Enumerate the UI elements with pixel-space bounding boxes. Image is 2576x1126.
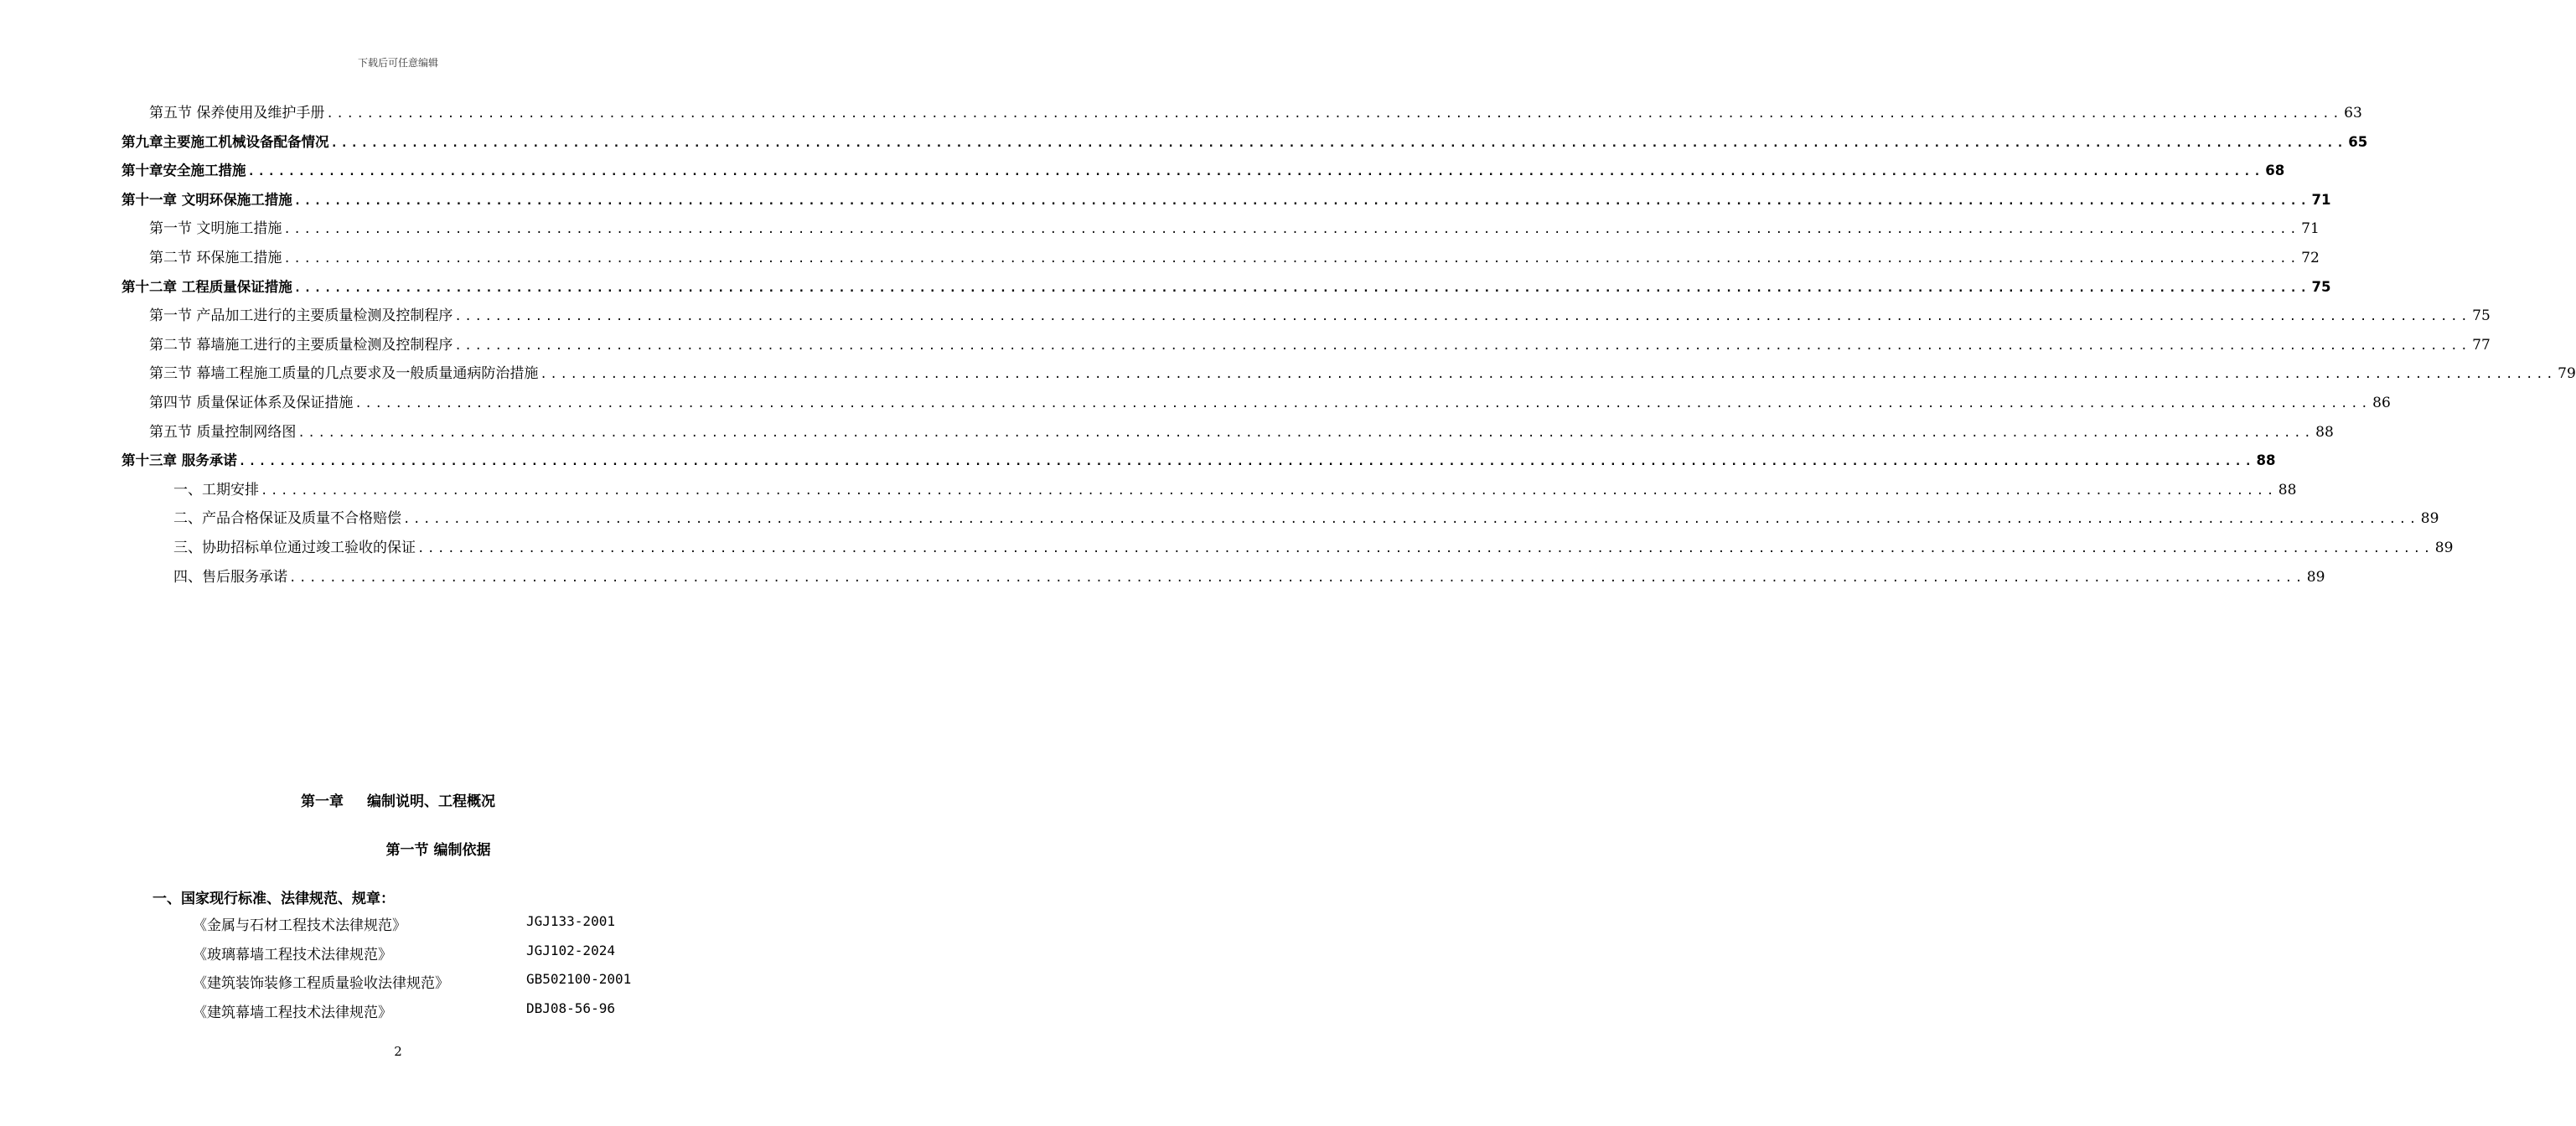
standard-code: JGJ133-2001	[526, 913, 615, 929]
toc-entry-label: 第九章	[122, 133, 163, 150]
toc-entry-label: 第四节 质量保证体系及保证措施	[149, 395, 354, 411]
toc-entry-label: 第十三章 服务承诺	[122, 452, 237, 469]
toc-leader-dots: ........................................................................................................................................................................................................	[261, 483, 2277, 498]
toc-entry[interactable]	[122, 188, 2331, 213]
toc-entry[interactable]	[122, 130, 2368, 155]
toc-leader-dots: ........................................................................................................................................................................................................	[238, 455, 2255, 469]
standard-row	[0, 943, 796, 968]
toc-page-number: 88	[2315, 423, 2334, 441]
toc-leader-dots: ........................................................................................................................................................................................................	[283, 252, 2300, 266]
toc-page-number: 89	[2306, 568, 2325, 586]
toc-page-number: 75	[2311, 278, 2331, 295]
standard-row	[0, 913, 796, 938]
toc-page-number: 77	[2472, 336, 2491, 354]
toc-page-number: 89	[2420, 510, 2439, 528]
toc-page-number: 75	[2472, 307, 2491, 325]
toc-leader-dots: ........................................................................................................................................................................................................	[289, 571, 2305, 585]
toc-leader-dots: ........................................................................................................................................................................................................	[297, 426, 2315, 440]
standard-name: 《金属与石材工程技术法律规范》	[193, 917, 406, 934]
toc-entry-label: 第十一章 文明环保施工措施	[122, 191, 292, 208]
toc-entry-label: 第二节 环保施工措施	[149, 250, 282, 266]
toc-leader-dots: ........................................................................................................................................................................................................	[283, 223, 2300, 237]
chapter-number: 第一章	[301, 793, 344, 810]
chapter-heading	[0, 789, 796, 810]
toc-page-number: 86	[2372, 395, 2391, 411]
toc-page-number: 71	[2301, 220, 2320, 238]
toc-entry-title: 安全施工措施	[163, 163, 246, 179]
toc-entry-label: 第一节 文明施工措施	[149, 220, 282, 238]
toc-page-number: 63	[2344, 105, 2362, 121]
page-header: 下载后可任意编辑	[357, 57, 438, 69]
standard-name: 《建筑装饰装修工程质量验收法律规范》	[193, 975, 449, 992]
standard-row	[0, 1000, 796, 1025]
toc-page-number: 88	[2256, 452, 2276, 469]
standard-code: GB502100-2001	[526, 971, 632, 987]
toc-entry-label: 第一节 产品加工进行的主要质量检测及控制程序	[149, 307, 453, 325]
toc-page-number: 68	[2265, 163, 2285, 179]
standard-row	[0, 971, 796, 996]
toc-page-number: 71	[2311, 191, 2331, 208]
toc-entry[interactable]	[149, 303, 2491, 328]
toc-leader-dots: ........................................................................................................................................................................................................	[454, 310, 2471, 324]
standard-name: 《建筑幕墙工程技术法律规范》	[193, 1004, 392, 1021]
toc-leader-dots: ........................................................................................................................................................................................................	[403, 513, 2419, 527]
toc-entry[interactable]	[122, 448, 2276, 473]
standard-name: 《玻璃幕墙工程技术法律规范》	[193, 946, 392, 963]
toc-entry[interactable]	[149, 101, 2362, 126]
subheading: 一、国家现行标准、法律规范、规章：	[153, 891, 395, 907]
toc-entry-label: 第十章	[122, 163, 163, 179]
toc-entry-label: 第五节 质量控制网络图	[149, 423, 297, 441]
toc-entry-label: 四、售后服务承诺	[173, 568, 287, 586]
toc-entry-label: 一、工期安排	[173, 481, 259, 498]
page-number: 2	[394, 1044, 402, 1059]
section-heading: 第一节 编制依据	[385, 842, 491, 859]
toc-page-number: 88	[2278, 481, 2297, 498]
toc-page-number: 89	[2434, 540, 2454, 556]
toc-entry[interactable]	[149, 245, 2320, 271]
toc-page-number: 65	[2348, 133, 2368, 150]
toc-entry-label: 三、协助招标单位通过竣工验收的保证	[173, 540, 416, 556]
toc-entry[interactable]	[149, 216, 2320, 241]
toc-entry-label: 第五节 保养使用及维护手册	[149, 105, 325, 121]
toc-leader-dots: ........................................................................................................................................................................................................	[417, 542, 2434, 555]
toc-entry[interactable]	[173, 478, 2297, 503]
toc-leader-dots: ........................................................................................................................................................................................................	[354, 397, 2372, 411]
toc-leader-dots: ........................................................................................................................................................................................................	[293, 194, 2310, 208]
toc-leader-dots: ........................................................................................................................................................................................................	[247, 165, 2264, 179]
toc-entry-label: 二、产品合格保证及质量不合格赔偿	[173, 510, 401, 528]
toc-entry[interactable]	[149, 390, 2391, 416]
toc-entry-label: 第十二章 工程质量保证措施	[122, 278, 292, 295]
toc-entry[interactable]	[149, 333, 2491, 358]
toc-leader-dots: ........................................................................................................................................................................................................	[293, 281, 2310, 295]
toc-leader-dots: ........................................................................................................................................................................................................	[330, 136, 2347, 150]
standard-code: DBJ08-56-96	[526, 999, 615, 1016]
toc-page-number: 79	[2558, 365, 2576, 383]
toc-entry[interactable]	[122, 275, 2331, 300]
toc-entry-label: 第三节 幕墙工程施工质量的几点要求及一般质量通病防治措施	[149, 365, 539, 383]
toc-entry[interactable]	[149, 420, 2334, 445]
chapter-title: 编制说明、工程概况	[367, 793, 495, 810]
toc-entry-label: 第二节 幕墙施工进行的主要质量检测及控制程序	[149, 336, 453, 354]
toc-entry[interactable]	[173, 565, 2325, 590]
toc-entry[interactable]	[122, 158, 2285, 183]
toc-entry[interactable]	[173, 506, 2439, 531]
standard-code: JGJ102-2024	[526, 942, 615, 958]
toc-entry-title: 主要施工机械设备配备情况	[163, 133, 329, 150]
toc-entry[interactable]	[149, 361, 2576, 386]
toc-leader-dots: ........................................................................................................................................................................................................	[454, 338, 2471, 353]
toc-leader-dots: ........................................................................................................................................................................................................	[540, 368, 2557, 382]
toc-leader-dots: ........................................................................................................................................................................................................	[326, 107, 2343, 121]
toc-entry[interactable]	[173, 535, 2454, 560]
toc-page-number: 72	[2301, 250, 2320, 266]
